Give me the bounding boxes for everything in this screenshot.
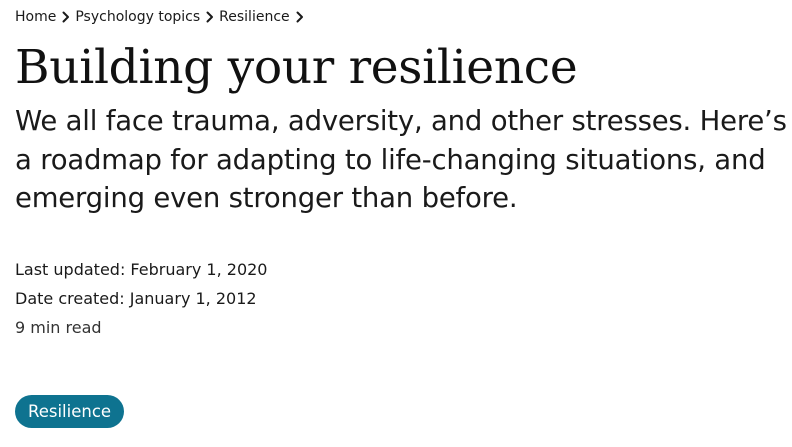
date-created: Date created: January 1, 2012 <box>15 289 257 308</box>
last-updated-date: Last updated: February 1, 2020 <box>15 260 268 279</box>
breadcrumb-home-link[interactable]: Home <box>15 9 57 25</box>
breadcrumb-psychology-topics-link[interactable]: Psychology topics <box>75 9 201 25</box>
article-meta <box>15 255 267 342</box>
chevron-right-icon <box>60 11 72 23</box>
chevron-right-icon <box>294 11 306 23</box>
article-subtitle: We all face trauma, adversity, and other stresses. Here’s a roadmap for adapting to life-changing situations, and emerging even stronger than before. <box>15 105 787 214</box>
breadcrumb <box>15 8 309 26</box>
breadcrumb-resilience-link[interactable]: Resilience <box>219 9 290 25</box>
read-time: 9 min read <box>15 318 102 337</box>
topic-tag-resilience[interactable]: Resilience <box>15 395 124 428</box>
page-title: Building your resilience <box>15 40 578 95</box>
chevron-right-icon <box>204 11 216 23</box>
